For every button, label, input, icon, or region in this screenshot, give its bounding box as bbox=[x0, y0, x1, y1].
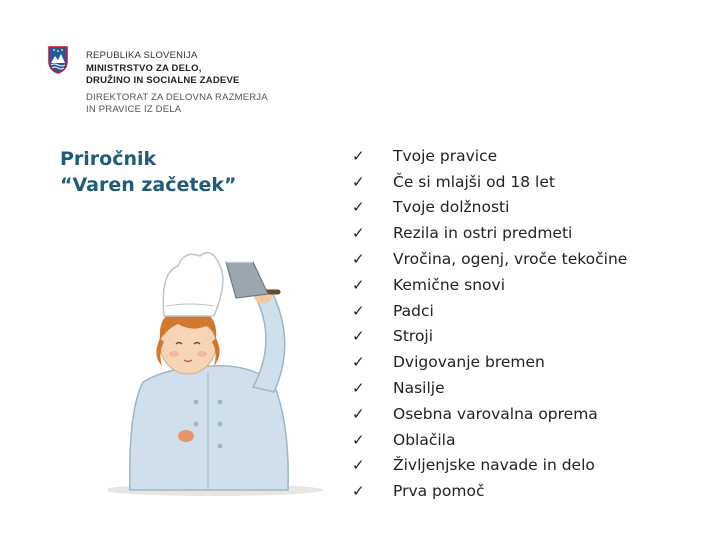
list-item bbox=[348, 427, 627, 453]
list-item-label: Osebna varovalna oprema bbox=[393, 404, 598, 423]
list-item-label: Prva pomoč bbox=[393, 482, 485, 501]
list-item-label: Življenjske navade in delo bbox=[393, 456, 595, 475]
directorate-line: IN PRAVICE IZ DELA bbox=[86, 104, 182, 115]
list-item-label: Rezila in ostri predmeti bbox=[393, 224, 573, 243]
title-line-2: “Varen začetek” bbox=[60, 174, 237, 196]
checkmark-icon: ✓ bbox=[352, 353, 365, 372]
checkmark-icon: ✓ bbox=[352, 301, 365, 320]
ministry-text-block bbox=[86, 50, 306, 117]
list-item bbox=[348, 478, 627, 504]
directorate-line: DIREKTORAT ZA DELOVNA RAZMERJA bbox=[86, 91, 268, 103]
title-line-1: Priročnik bbox=[60, 148, 157, 170]
checkmark-icon: ✓ bbox=[352, 456, 365, 475]
list-item bbox=[348, 453, 627, 479]
page-title bbox=[60, 146, 237, 198]
ministry-line: MINISTRSTVO ZA DELO, bbox=[86, 62, 202, 74]
list-item bbox=[348, 143, 627, 169]
list-item bbox=[348, 220, 627, 246]
checkmark-icon: ✓ bbox=[352, 275, 365, 294]
list-item bbox=[348, 349, 627, 375]
list-item-label: Če si mlajši od 18 let bbox=[393, 172, 555, 191]
checkmark-icon: ✓ bbox=[352, 482, 365, 501]
list-item-label: Kemične snovi bbox=[393, 275, 506, 294]
list-item-label: Tvoje dolžnosti bbox=[393, 198, 510, 217]
checkmark-icon: ✓ bbox=[352, 327, 365, 346]
list-item bbox=[348, 298, 627, 324]
list-item bbox=[348, 375, 627, 401]
slovenia-coat-of-arms-icon bbox=[48, 46, 68, 74]
list-item-label: Nasilje bbox=[393, 379, 445, 398]
list-item bbox=[348, 401, 627, 427]
checkmark-icon: ✓ bbox=[352, 172, 365, 191]
checkmark-icon: ✓ bbox=[352, 430, 365, 449]
checklist bbox=[348, 143, 627, 504]
list-item bbox=[348, 324, 627, 350]
list-item-label: Vročina, ogenj, vroče tekočine bbox=[393, 250, 628, 269]
checkmark-icon: ✓ bbox=[352, 250, 365, 269]
checkmark-icon: ✓ bbox=[352, 379, 365, 398]
list-item bbox=[348, 272, 627, 298]
ministry-line: DRUŽINO IN SOCIALNE ZADEVE bbox=[86, 75, 240, 86]
checkmark-icon: ✓ bbox=[352, 146, 365, 165]
list-item-label: Oblačila bbox=[393, 430, 456, 449]
list-item-label: Dvigovanje bremen bbox=[393, 353, 545, 372]
checkmark-icon: ✓ bbox=[352, 224, 365, 243]
list-item bbox=[348, 246, 627, 272]
list-item-label: Padci bbox=[393, 301, 434, 320]
ministry-line: REPUBLIKA SLOVENIJA bbox=[86, 50, 198, 61]
list-item bbox=[348, 169, 627, 195]
checkmark-icon: ✓ bbox=[352, 198, 365, 217]
list-item-label: Tvoje pravice bbox=[393, 146, 498, 165]
checkmark-icon: ✓ bbox=[352, 404, 365, 423]
list-item-label: Stroji bbox=[393, 327, 434, 346]
list-item bbox=[348, 195, 627, 221]
chef-with-cleaver-illustration bbox=[108, 232, 358, 497]
